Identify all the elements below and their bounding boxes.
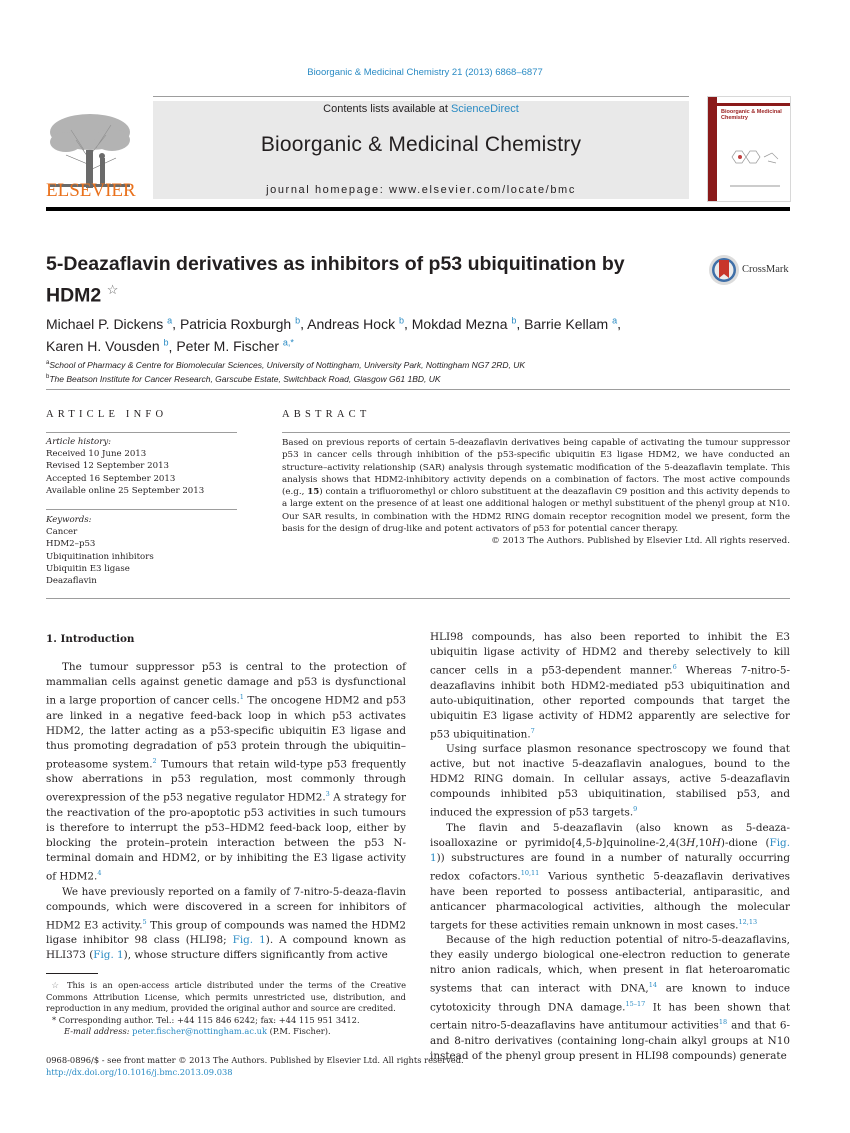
ref-link[interactable]: 12,13 <box>738 917 758 926</box>
affil-rule <box>46 389 790 390</box>
intro-paragraph-3: Using surface plasmon resonance spectroscopy we found that active, but not inactive 5-deazaflavin analogues, bound to the HDM2 RING domain. In cellular assays, active 5-deazaflavin compounds inhibited p53 ubiquitination, stabilised p53, and induced the expression of p53 targets.$^9$ <box>430 743 790 819</box>
footnote-rule <box>46 973 98 974</box>
cover-molecule-icon <box>728 147 784 167</box>
intro-paragraph-5: Because of the high reduction potential of nitro-5-deazaflavins, they easily undergo biological one-electron reduction to generate nitro anion radicals, which, when present in flat heteroaromatic systems that can interact with DNA,$^{14}$ are known to induce cytotoxicity through DNA damage.$^{15-17}$ It has been shown that certain nitro-5-deazaflavins have antitumour activities$^{18}$ and that 6- and 8-nitro derivatives (containing long-chain alkyl groups at N10 instead of the phenyl group present in HLI98 compounds) generate <box>430 934 790 1062</box>
issn-line: 0968-0896/$ - see front matter © 2013 The Authors. Published by Elsevier Ltd. All rights reserved. <box>46 1055 464 1065</box>
sciencedirect-link[interactable]: ScienceDirect <box>450 103 519 115</box>
footnotes <box>46 980 406 1038</box>
open-access-note: ☆ This is an open-access article distributed under the terms of the Creative Commons Attribution License, which permits unrestricted use, distribution, and reproduction in any medium, provided the original author and source are credited. <box>46 980 406 1014</box>
journal-homepage[interactable]: journal homepage: www.elsevier.com/locate/bmc <box>266 184 576 196</box>
history-revised: Revised 12 September 2013 <box>46 461 170 472</box>
body-column-left <box>46 660 406 963</box>
ref-link[interactable]: 3 <box>325 790 330 799</box>
history-label: Article history: <box>46 437 112 447</box>
star-footnote-icon: ☆ <box>51 980 62 990</box>
doi-link[interactable]: http://dx.doi.org/10.1016/j.bmc.2013.09.038 <box>46 1066 233 1077</box>
running-head[interactable]: Bioorganic & Medicinal Chemistry 21 (2013) 6868–6877 <box>307 67 543 78</box>
contents-prefix: Contents lists available at <box>323 103 451 115</box>
ref-link[interactable]: 10,11 <box>520 869 540 878</box>
cover-spine <box>708 97 717 201</box>
affiliation-b: $^b$The Beatson Institute for Cancer Research, Garscube Estate, Switchback Road, Glasgow G61 1BD, UK <box>46 373 441 384</box>
article-title <box>46 252 696 309</box>
contents-line <box>153 103 689 115</box>
keyword: HDM2–p53 <box>46 539 96 550</box>
email-note: E-mail address: peter.fischer@nottingham.ac.uk (P.M. Fischer). <box>64 1026 331 1037</box>
ref-link[interactable]: 14 <box>648 981 657 990</box>
keyword: Deazaflavin <box>46 576 97 587</box>
intro-paragraph-1: The tumour suppressor p53 is central to the protection of mammalian cells against genetic damage and p53 is dysfunctional in a large proportion of cancer cells.$^1$ The oncogene HDM2 and p53 are linked in a negative feed-back loop in which p53 activates HDM2, the latter acting as a p53-specific ubiquitin E3 ligase and thus promoting degradation of p53 protein through the ubiquitin–proteasome system.$^2$ Tumours that retain wild-type p53 frequently show aberrations in p53 regulation, most commonly through overexpression of the p53 negative regulator HDM2.$^3$ A strategy for the reactivation of the pro-apoptotic p53 activities in such tumours is therefore to interrupt the p53–HDM2 feed-back loop, either by blocking the protein–protein interaction between the p53 N-terminal domain and HDM2, or by inhibiting the E3 ligase activity of HDM2.$^4$ <box>46 661 406 883</box>
ref-link[interactable]: 9 <box>633 805 638 814</box>
fig-1-link[interactable]: Fig. 1 <box>430 837 791 865</box>
title-footnote-star-icon[interactable]: ☆ <box>106 282 119 297</box>
crossmark-icon[interactable] <box>708 254 740 286</box>
title-line-1: 5-Deazaflavin derivatives as inhibitors of p53 ubiquitination by <box>46 253 625 275</box>
introduction-heading: 1. Introduction <box>46 633 135 645</box>
cover-bar <box>717 103 790 106</box>
history-received: Received 10 June 2013 <box>46 449 147 460</box>
article-info-rule <box>46 432 237 433</box>
ref-link[interactable]: 1 <box>239 693 244 702</box>
history-online: Available online 25 September 2013 <box>46 485 205 496</box>
abstract-text: Based on previous reports of certain 5-deazaflavin derivatives being capable of activating the tumour suppressor p53 in cancer cells through inhibition of the p53-specific ubiquitin E3 ligase HDM2, we have conducted an structure–activity relationship (SAR) analysis through systematic modification of the 5-deazaflavin template. This analysis shows that HDM2-inhibitory activity depends on a combination of factors. The most active compounds (e.g., 15) contain a trifluoromethyl or chloro substituent at the deazaflavin C9 position and this activity depends to a large extent on the presence of at least one additional halogen or methyl substituent of the phenyl group at N10. Our SAR results, in combination with the HDM2 RING domain receptor recognition model we present, form the basis for the design of drug-like and potent activators of p53 for potential cancer therapy. © 2013 The Authors. Published by Elsevier Ltd. All rights reserved. <box>282 438 790 547</box>
compound-15: 15 <box>307 487 320 498</box>
keyword: Cancer <box>46 527 78 538</box>
corresponding-author-note: * Corresponding author. Tel.: +44 115 846 6242; fax: +44 115 951 3412. <box>52 1014 360 1025</box>
title-line-2: HDM2 <box>46 284 102 307</box>
journal-cover-thumbnail[interactable] <box>707 96 791 202</box>
cover-footer-line <box>730 185 780 187</box>
author-email-link[interactable]: peter.fischer@nottingham.ac.uk <box>132 1026 267 1037</box>
abstract-heading: ABSTRACT <box>282 409 371 420</box>
author[interactable]: Karen H. Vousden $^b$ <box>46 337 169 355</box>
keyword: Ubiquitination inhibitors <box>46 551 154 562</box>
author[interactable]: Patricia Roxburgh $^b$ <box>179 315 301 332</box>
affiliation-a: $^a$School of Pharmacy & Centre for Biomolecular Sciences, University of Nottingham, University Park, Nottingham NG7 2RD, UK <box>46 359 526 370</box>
front-matter-rule <box>46 598 790 599</box>
article-history <box>46 436 237 497</box>
fig-1-link[interactable]: Fig. 1 <box>93 949 124 962</box>
masthead-top-rule <box>153 96 689 97</box>
crossmark-label[interactable]: CrossMark <box>742 264 789 275</box>
ref-link[interactable]: 2 <box>152 756 157 765</box>
ref-link[interactable]: 7 <box>530 726 535 735</box>
abstract-copyright: © 2013 The Authors. Published by Elsevier Ltd. All rights reserved. <box>491 536 790 547</box>
fig-1-link[interactable]: Fig. 1 <box>232 934 266 947</box>
ref-link[interactable]: 18 <box>718 1018 728 1027</box>
keywords-rule <box>46 509 237 510</box>
ref-link[interactable]: 4 <box>97 869 102 878</box>
author[interactable]: Michael P. Dickens $^a$ <box>46 315 173 332</box>
body-column-right <box>430 630 790 1064</box>
keywords-label: Keywords: <box>46 515 92 525</box>
intro-paragraph-2: We have previously reported on a family of 7-nitro-5-deaza-flavin compounds, which were discovered in a screen for inhibitors of HDM2 E3 activity.$^5$ This group of compounds was named the HDM2 ligase inhibitor 98 class (HLI98; Fig. 1). A compound known as HLI373 (Fig. 1), whose structure differs significantly from active <box>46 885 406 962</box>
keyword: Ubiquitin E3 ligase <box>46 563 130 574</box>
intro-paragraph-4: The flavin and 5-deazaflavin (also known as 5-deaza-isoalloxazine or pyrimido[4,5-b]quinoline-2,4(3H,10H)-dione (Fig. 1)) substructures are found in a number of naturally occurring redox cofactors.$^{10,11}$ Various synthetic 5-deazaflavin derivatives have been reported to possess antibacterial, antiparasitic, and anticancer pharmacological activities, although the molecular targets for these activities remain unknown in most cases.$^{12,13}$ <box>430 821 791 932</box>
elsevier-wordmark: ELSEVIER <box>46 180 136 201</box>
journal-title: Bioorganic & Medicinal Chemistry <box>260 133 582 156</box>
cover-title: Bioorganic & Medicinal Chemistry <box>721 109 782 121</box>
author[interactable]: Barrie Kellam $^a$ <box>524 315 618 332</box>
affiliations <box>46 357 746 385</box>
intro-paragraph-2-cont: HLI98 compounds, has also been reported to inhibit the E3 ubiquitin ligase activity of HDM2 and thereby selectively to kill cancer cells in a p53-dependent manner.$^6$ Whereas 7-nitro-5-deazaflavins inhibit both HDM2-mediated p53 ubiquitination and auto-ubiquitination, other reported compounds that target the ubiquitin E3 ligase activity of HDM2 apparently are selective for p53 ubiquitination.$^7$ <box>430 631 790 741</box>
ref-link[interactable]: 15–17 <box>625 999 646 1008</box>
ref-link[interactable]: 6 <box>672 663 677 672</box>
keywords <box>46 514 237 587</box>
author-list: Michael P. Dickens $^a$, Patricia Roxburgh $^b$, Andreas Hock $^b$, Mokdad Mezna $^b$, Barrie Kellam $^a$, Karen H. Vousden $^b$, Peter M. Fischer $^{a,*}$ <box>46 315 621 355</box>
author[interactable]: Andreas Hock $^b$ <box>307 315 404 332</box>
article-info-heading: ARTICLE INFO <box>46 409 168 420</box>
masthead-thick-rule <box>46 207 790 211</box>
paragraph-continues: ), whose structure differs significantly from active <box>123 949 388 962</box>
history-accepted: Accepted 16 September 2013 <box>46 473 176 484</box>
author[interactable]: Peter M. Fischer $^{a,*}$ <box>176 337 294 355</box>
abstract-rule <box>282 432 790 433</box>
author[interactable]: Mokdad Mezna $^b$ <box>411 315 517 332</box>
ref-link[interactable]: 5 <box>142 917 147 926</box>
